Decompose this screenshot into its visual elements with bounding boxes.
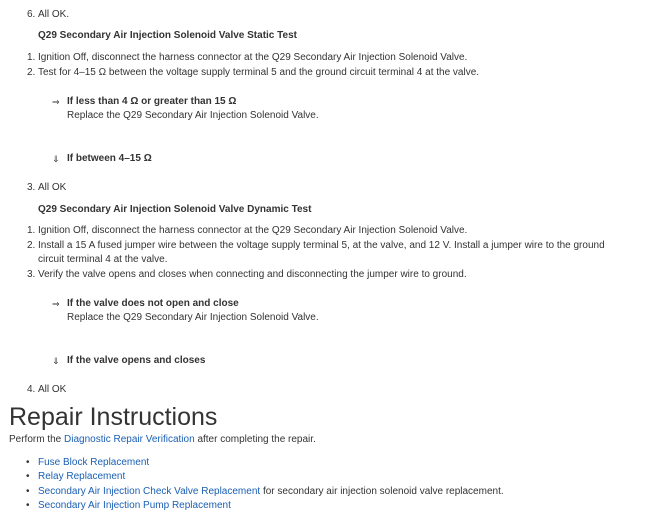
- condition-title: If the valve opens and closes: [67, 355, 206, 366]
- repair-intro: [9, 433, 316, 447]
- dynamic-test-title: Q29 Secondary Air Injection Solenoid Valve Dynamic Test: [38, 204, 312, 215]
- intro-text: Perform the: [9, 434, 62, 445]
- step-text: Ignition Off, disconnect the harness connector at the Q29 Secondary Air Injection Solenoid Valve.: [38, 52, 468, 63]
- step-text: Verify the valve opens and closes when connecting and disconnecting the jumper wire to ground.: [38, 269, 467, 280]
- right-arrow-icon: ⇒: [52, 97, 60, 107]
- down-arrow-icon: ⇓: [52, 154, 60, 164]
- condition-action: Replace the Q29 Secondary Air Injection Solenoid Valve.: [67, 312, 319, 323]
- step-number: 4.: [27, 384, 36, 395]
- pump-replacement-link[interactable]: Secondary Air Injection Pump Replacement: [38, 500, 231, 511]
- fuse-block-replacement-link[interactable]: Fuse Block Replacement: [38, 457, 150, 468]
- diagnostic-repair-verification-link[interactable]: Diagnostic Repair Verification: [64, 434, 195, 445]
- condition-title: If the valve does not open and close: [67, 298, 239, 309]
- step-text: All OK: [38, 384, 67, 395]
- bullet-icon: •: [26, 500, 30, 511]
- list-item-text: for secondary air injection solenoid valve replacement.: [262, 486, 504, 497]
- right-arrow-icon: ⇒: [52, 299, 60, 309]
- relay-replacement-link[interactable]: Relay Replacement: [38, 471, 126, 482]
- bullet-icon: •: [26, 457, 30, 468]
- condition-title: If less than 4 Ω or greater than 15 Ω: [67, 96, 237, 107]
- step-number: 6.: [27, 9, 36, 20]
- step-number: 2.: [27, 240, 36, 251]
- step-text: All OK: [38, 182, 67, 193]
- list-item: [38, 485, 504, 499]
- check-valve-replacement-link[interactable]: Secondary Air Injection Check Valve Replacement: [38, 486, 261, 497]
- step-text: Install a 15 A fused jumper wire between the voltage supply terminal 5, at the valve, and 12 V. Install a jumper wire to the ground: [38, 240, 605, 251]
- condition-title: If between 4–15 Ω: [67, 153, 152, 164]
- step-number: 1.: [27, 52, 36, 63]
- static-test-title: Q29 Secondary Air Injection Solenoid Valve Static Test: [38, 30, 297, 41]
- bullet-icon: •: [26, 486, 30, 497]
- intro-text: after completing the repair.: [197, 434, 316, 445]
- step-number: 1.: [27, 225, 36, 236]
- step-text: Ignition Off, disconnect the harness connector at the Q29 Secondary Air Injection Solenoid Valve.: [38, 225, 468, 236]
- repair-instructions-heading: Repair Instructions: [9, 403, 218, 431]
- condition-action: Replace the Q29 Secondary Air Injection Solenoid Valve.: [67, 110, 319, 121]
- bullet-icon: •: [26, 471, 30, 482]
- step-number: 2.: [27, 67, 36, 78]
- step-text: Test for 4–15 Ω between the voltage supply terminal 5 and the ground circuit terminal 4 at the valve.: [38, 67, 480, 78]
- down-arrow-icon: ⇓: [52, 356, 60, 366]
- step-number: 3.: [27, 182, 36, 193]
- step-text: All OK.: [38, 9, 70, 20]
- step-number: 3.: [27, 269, 36, 280]
- step-text-continued: circuit terminal 4 at the valve.: [38, 254, 168, 265]
